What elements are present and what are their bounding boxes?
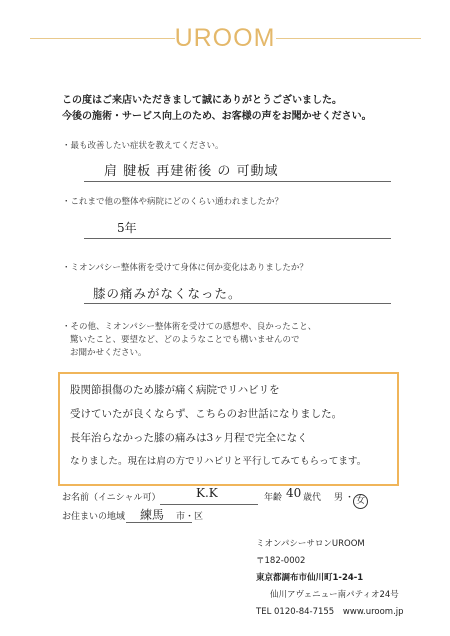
salon-tel: TEL 0120-84-7155 [256,607,335,617]
salon-contact [256,604,404,621]
salon-address-2: 仙川アヴェニュー南パティオ24号 [270,590,399,600]
question-1-label: ・最も改善したい症状を教えてください。 [62,141,224,151]
free-question-line-3: お聞かせください。 [70,348,147,358]
intro-line-2: 今後の施術・サービス向上のため、お客様の声をお聞かせください。 [62,111,372,122]
area-value: 練馬 [140,508,165,522]
name-label: お名前（イニシャル可） [62,493,161,503]
question-1-answer-line [84,181,391,182]
gender-separator: ・ [345,493,355,503]
gender-male: 男 [334,493,344,503]
salon-address-1: 東京都調布市仙川町1-24-1 [256,573,364,583]
area-label: お住まいの地域 [62,512,126,522]
salon-url[interactable]: www.uroom.jp [342,607,404,617]
name-value: K.K [196,486,218,500]
salon-postal: 〒182-0002 [256,556,306,566]
intro-line-1: この度はご来店いただきまして誠にありがとうございました。 [62,95,342,106]
gender-female: 女 [353,494,368,509]
salon-name: ミオンパシーサロンUROOM [256,539,365,549]
free-answer-line-2: 受けていたが良くならず、こちらのお世話になりました。 [70,408,343,420]
intro-text [62,93,372,125]
free-answer-line-1: 股関節損傷のため膝が痛く病院でリハビリを [70,384,280,396]
question-2-label: ・これまで他の整体や病院にどのくらい通われましたか？ [62,197,284,207]
brand-logo: UROOM [174,24,276,52]
age-suffix: 歳代 [303,493,322,503]
free-question-line-1: ・その他、ミオンパシー整体術を受けての感想や、良かったこと、 [62,322,317,332]
free-question-line-2: 驚いたこと、要望など、どのようなことでも構いませんので [70,335,300,345]
gender-female-circled [353,488,368,509]
free-answer-text [70,378,400,474]
name-line [160,504,258,505]
age-label: 年齢 [264,493,283,503]
free-answer-line-3: 長年治らなかった膝の痛みは3ヶ月程で完全になく [70,432,308,444]
free-question-label [62,321,316,360]
question-1-answer: 肩 腱板 再建術後 の 可動域 [104,164,279,179]
area-line [126,522,192,523]
question-2-answer: 5年 [117,221,137,235]
area-suffix: 市・区 [176,512,204,522]
question-3-answer: 膝の痛みがなくなった。 [93,286,242,301]
free-answer-line-4: なりました。現在は肩の方でリハビリと平行してみてもらってます。 [70,456,367,467]
question-3-label: ・ミオンパシー整体術を受けて身体に何か変化はありましたか？ [62,263,308,273]
question-3-answer-line [84,303,391,304]
question-2-answer-line [84,238,391,239]
salon-info [256,536,404,621]
age-value: 40 [286,486,302,500]
